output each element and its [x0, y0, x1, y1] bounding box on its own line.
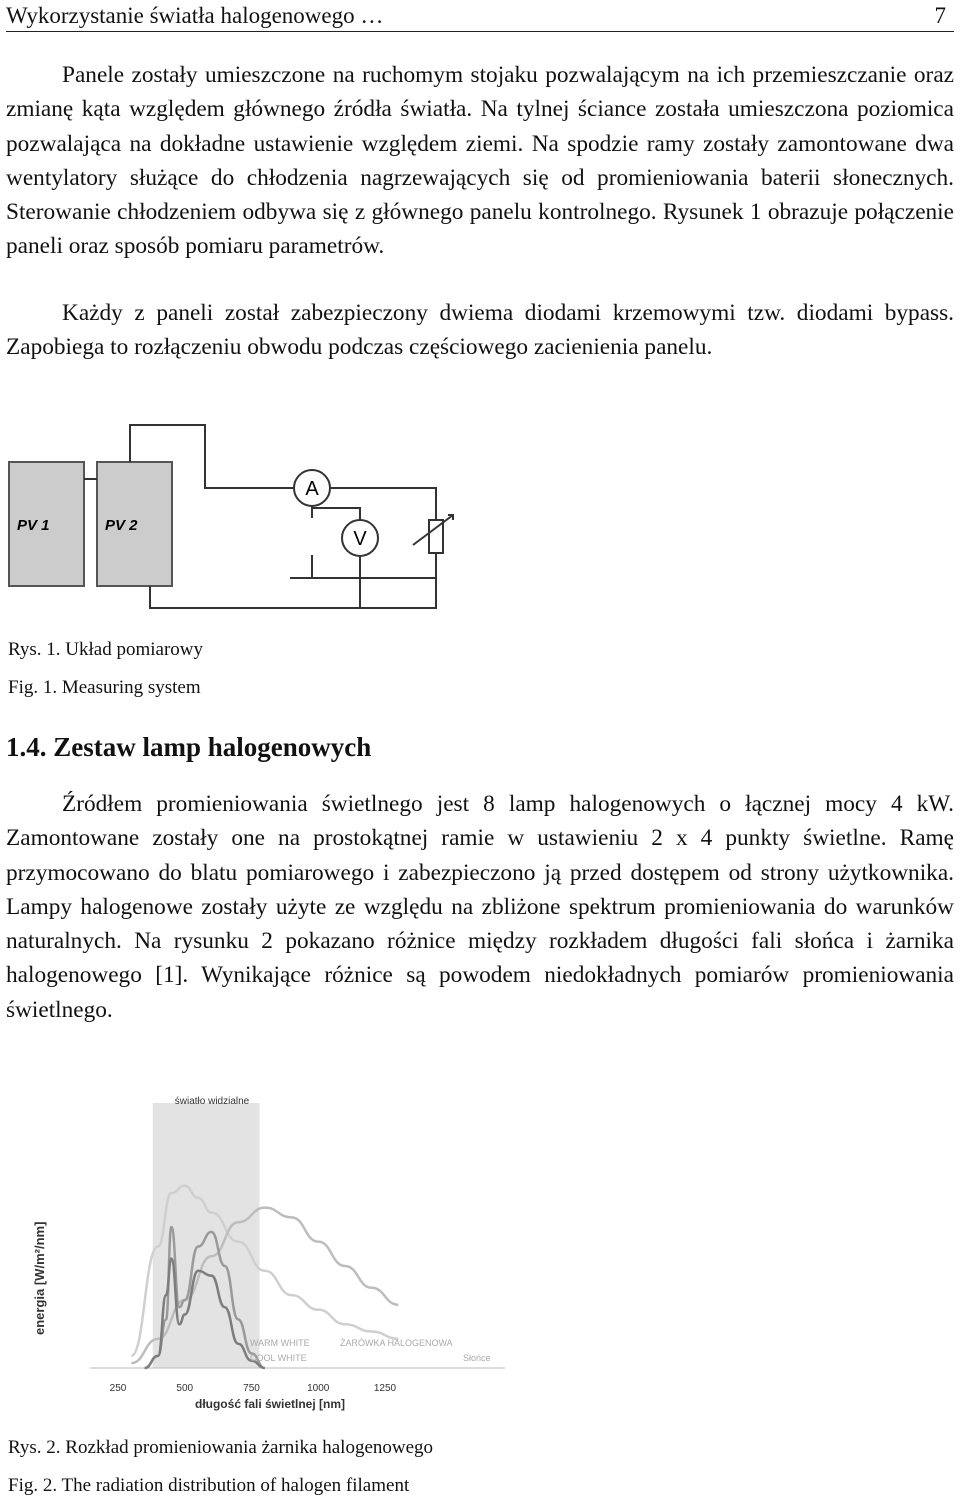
x-tick-label: 1000: [307, 1383, 330, 1394]
x-axis-label: długość fali świetlnej [nm]: [194, 1397, 346, 1411]
x-tick-label: 250: [109, 1383, 127, 1394]
visible-band-label: światło widzialne: [174, 1096, 250, 1107]
figure-1-caption-en: Fig. 1. Measuring system: [8, 677, 201, 698]
ammeter-label: A: [305, 478, 319, 500]
figure-2-caption-pl: Rys. 2. Rozkład promieniowania żarnika halogenowego: [8, 1437, 434, 1458]
pv1-label: PV 1: [17, 517, 50, 534]
x-tick-label: 1250: [373, 1383, 397, 1394]
legend-cool-white: COOL WHITE: [250, 1353, 307, 1363]
x-tick-label: 500: [176, 1383, 194, 1394]
running-title: Wykorzystanie światła halogenowego …: [6, 3, 384, 28]
page-header: [6, 0, 954, 32]
paragraph-bypass: Każdy z paneli został zabezpieczony dwiema diodami krzemowymi tzw. diodami bypass. Zapobiega to rozłączeniu obwodu podczas częściowego zacienienia panelu.: [6, 300, 954, 361]
voltmeter-label: V: [353, 528, 367, 550]
figure-1-circuit: [0, 415, 480, 625]
figure-2-chart: [0, 1085, 540, 1420]
paragraph-halogen: Źródłem promieniowania świetlnego jest 8 lamp halogenowych o łącznej mocy 4 kW. Zamontowane zostały one na prostokątnej ramie w ustawieniu 2 x 4 punkty świetlne. Ramę przymocowano do blatu pomiarowego i zabezpieczono ją przed dostępem od strony użytkownika. Lampy halogenowe zostały użyte ze względu na zbliżone spektrum promieniowania do warunków naturalnych. Na rysunku 2 pokazano różnice między rozkładem długości fali słońca i żarnika halogenowego [1]. Wynikające różnice są powodem niedokładnych pomiarów promieniowania świetlnego.: [6, 791, 954, 1023]
section-heading: 1.4. Zestaw lamp halogenowych: [6, 732, 372, 762]
figure-2-caption-en: Fig. 2. The radiation distribution of halogen filament: [8, 1475, 410, 1496]
y-axis-label: energia [W/m²/nm]: [32, 1221, 47, 1335]
figure-1-caption-pl: Rys. 1. Układ pomiarowy: [8, 639, 204, 660]
x-tick-label: 750: [243, 1383, 260, 1394]
legend-warm-white: WARM WHITE: [250, 1338, 310, 1348]
legend-sun: Słońce: [463, 1353, 491, 1363]
paragraph-panels: Panele zostały umieszczone na ruchomym stojaku pozwalającym na ich przemieszczanie oraz zmianę kąta względem głównego źródła światła. Na tylnej ściance została umieszczona poziomica pozwalająca na dokładne ustawienie względem ziemi. Na spodzie ramy zostały zamontowane dwa wentylatory służące do chłodzenia nagrzewających się od promieniowania baterii słonecznych. Sterowanie chłodzeniem odbywa się z głównego panelu kontrolnego. Rysunek 1 obrazuje połączenie paneli oraz sposób pomiaru parametrów.: [6, 62, 954, 260]
legend-halogen: ŻARÓWKA HALOGENOWA: [340, 1338, 453, 1348]
pv2-label: PV 2: [105, 517, 138, 534]
page-number: 7: [934, 3, 946, 28]
